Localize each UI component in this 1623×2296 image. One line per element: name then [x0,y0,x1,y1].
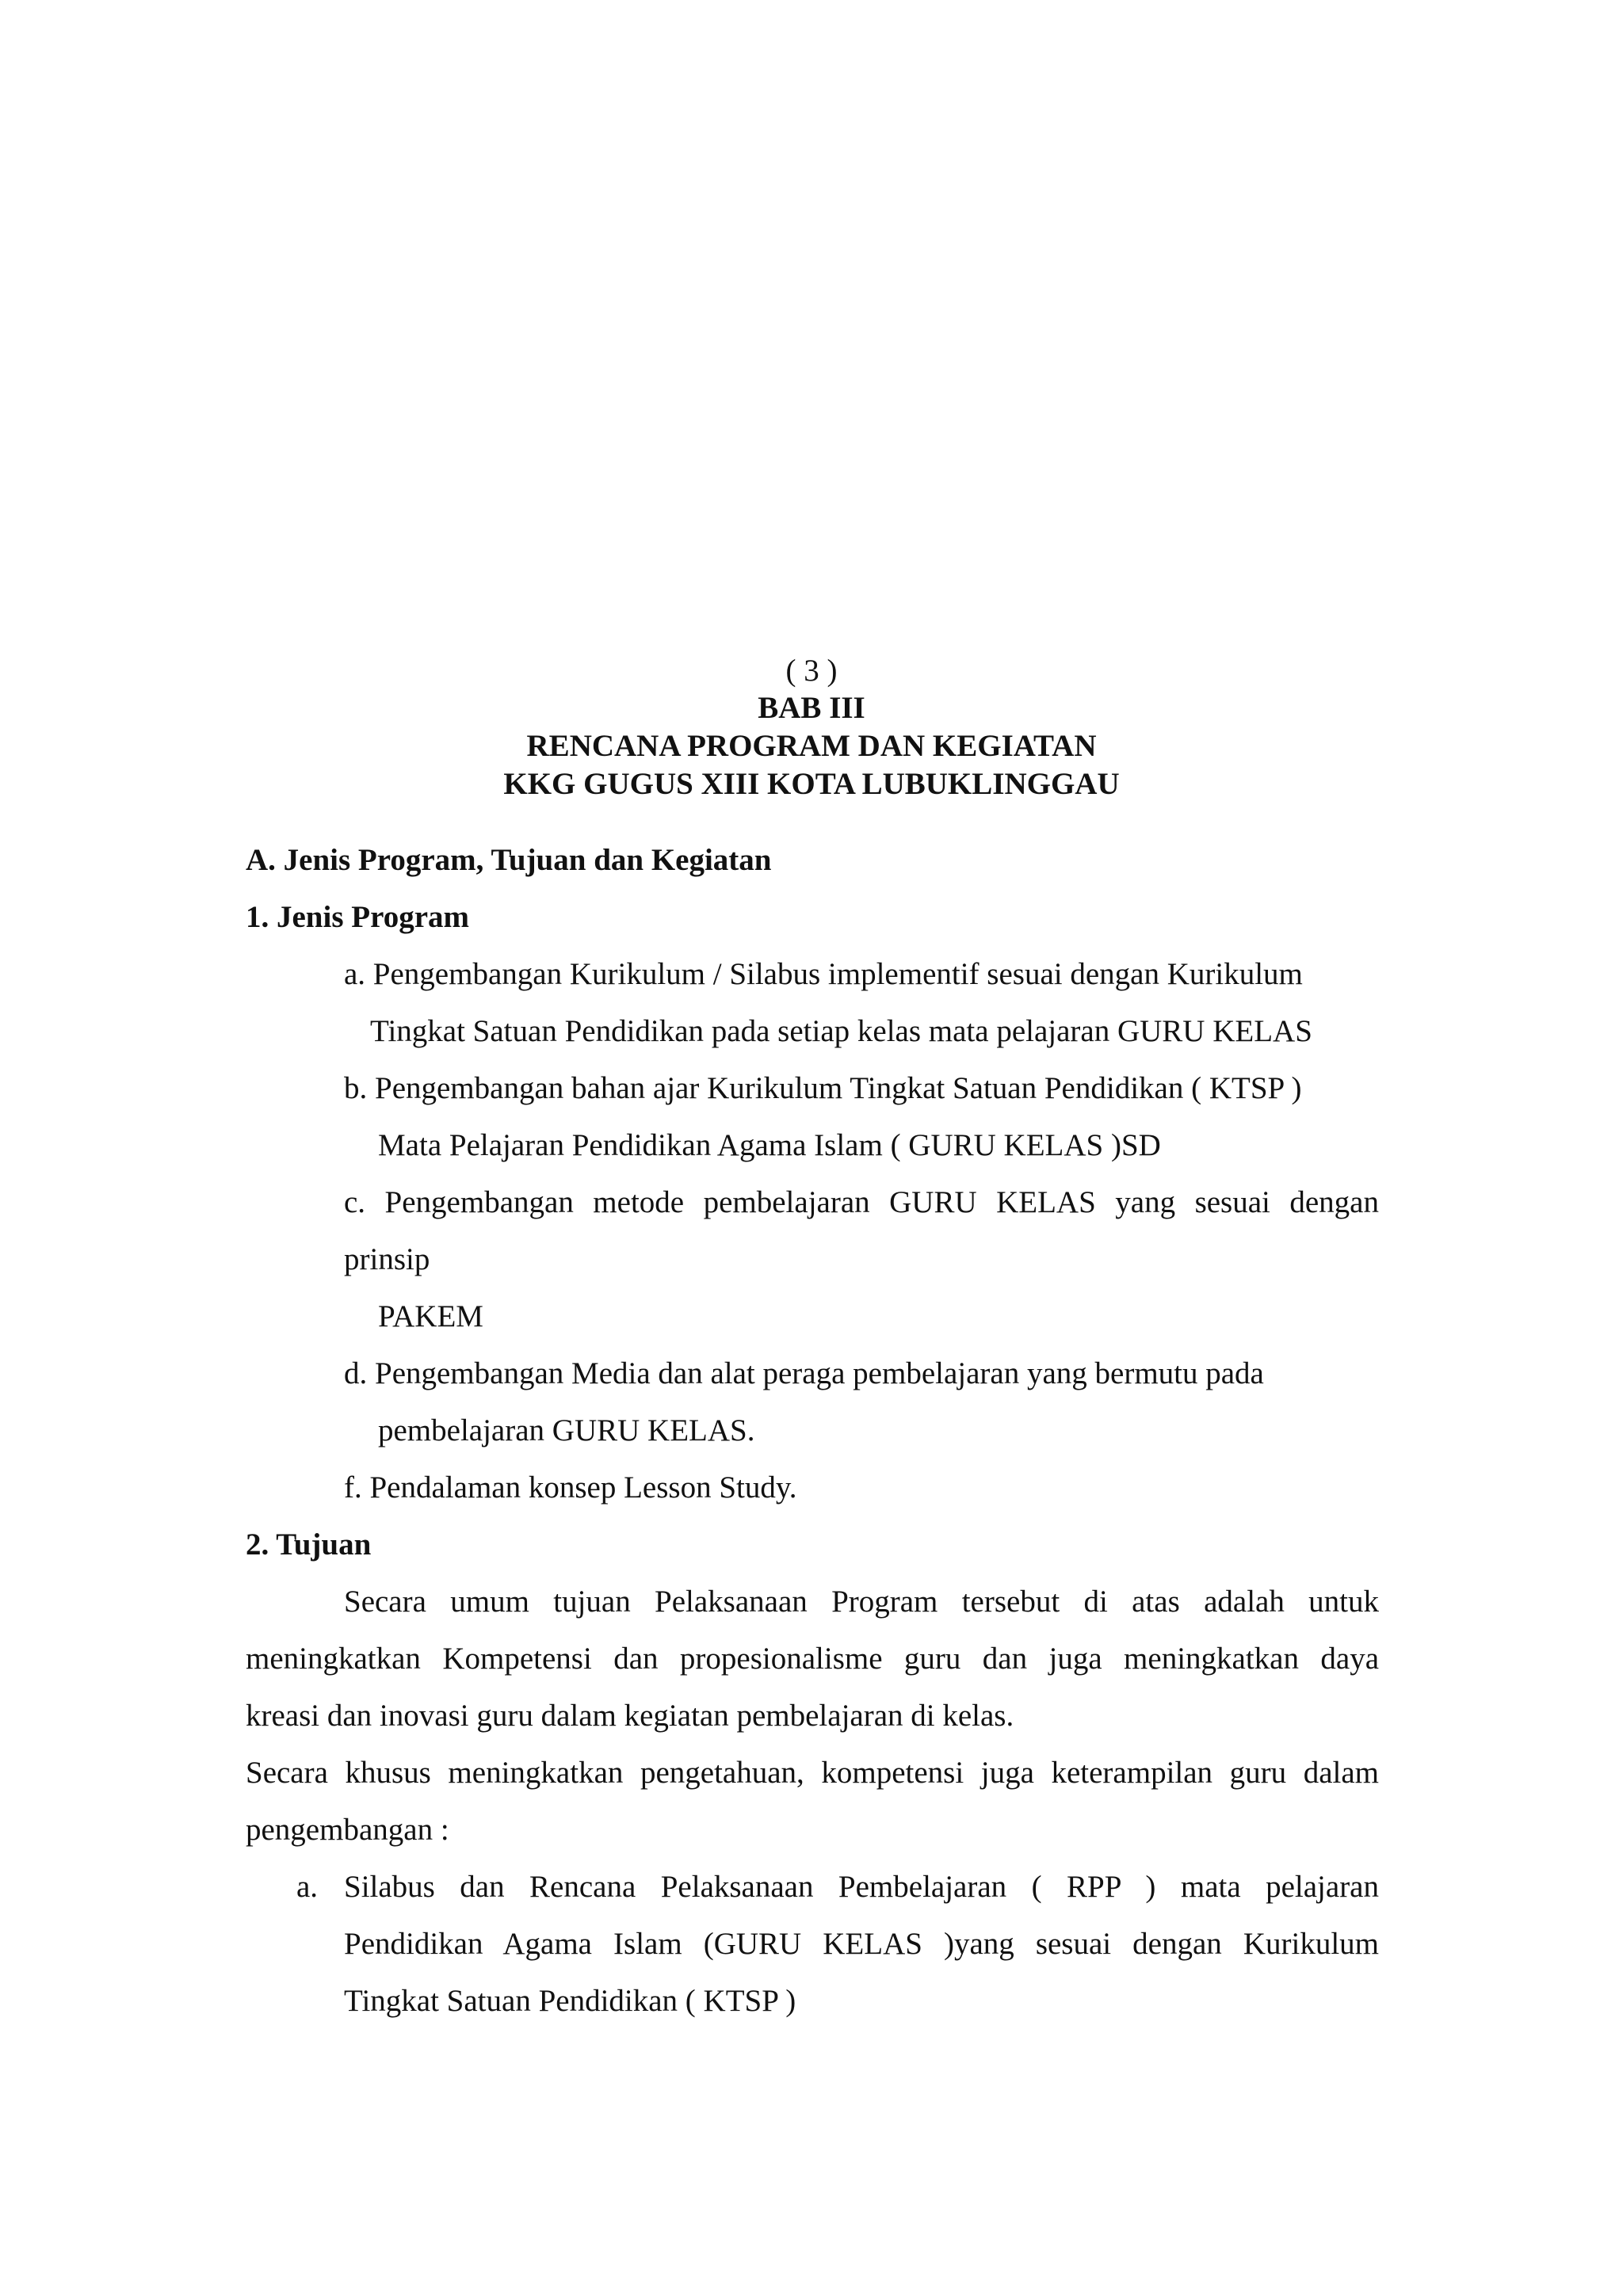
tujuan-item-a-line2: Pendidikan Agama Islam (GURU KELAS )yang sesuai dengan Kurikulum [344,1927,1379,1961]
tujuan-heading: 2. Tujuan [246,1527,372,1562]
tujuan-item-a-line3: Tingkat Satuan Pendidikan ( KTSP ) [344,1984,796,2018]
tujuan-paragraph-line3: kreasi dan inovasi guru dalam kegiatan pembelajaran di kelas. [246,1699,1014,1733]
program-item-c-line2: prinsip [344,1242,430,1276]
tujuan-khusus-line1: Secara khusus meningkatkan pengetahuan, kompetensi juga keterampilan guru dalam [246,1756,1379,1790]
chapter-subtitle: KKG GUGUS XIII KOTA LUBUKLINGGAU [503,767,1120,801]
tujuan-paragraph-line1: Secara umum tujuan Pelaksanaan Program tersebut di atas adalah untuk [344,1585,1379,1619]
program-item-c-line1: c. Pengembangan metode pembelajaran GURU KELAS yang sesuai dengan [344,1185,1379,1219]
chapter-title: RENCANA PROGRAM DAN KEGIATAN [526,729,1097,763]
tujuan-item-a-line1: Silabus dan Rencana Pelaksanaan Pembelajaran ( RPP ) mata pelajaran [344,1870,1379,1904]
program-item-d-line2: pembelajaran GURU KELAS. [378,1413,755,1447]
tujuan-item-a-marker: a. [296,1870,319,1904]
program-item-b-line1: b. Pengembangan bahan ajar Kurikulum Tingkat Satuan Pendidikan ( KTSP ) [344,1071,1302,1105]
program-item-a-line2: Tingkat Satuan Pendidikan pada setiap kelas mata pelajaran GURU KELAS [370,1014,1312,1048]
program-item-d-line1: d. Pengembangan Media dan alat peraga pembelajaran yang bermutu pada [344,1356,1264,1390]
chapter-heading: BAB III [758,691,865,725]
page-number: ( 3 ) [785,654,838,688]
program-item-b-line2: Mata Pelajaran Pendidikan Agama Islam ( GURU KELAS )SD [378,1128,1161,1162]
program-item-f: f. Pendalaman konsep Lesson Study. [344,1470,797,1505]
jenis-program-heading: 1. Jenis Program [246,900,469,934]
program-item-a-line1: a. Pengembangan Kurikulum / Silabus implementif sesuai dengan Kurikulum [344,957,1303,991]
program-item-c-line3: PAKEM [378,1299,483,1333]
tujuan-paragraph-line2: meningkatkan Kompetensi dan propesionalisme guru dan juga meningkatkan daya [246,1642,1379,1676]
section-a-heading: A. Jenis Program, Tujuan dan Kegiatan [246,843,772,877]
tujuan-khusus-line2: pengembangan : [246,1813,449,1847]
